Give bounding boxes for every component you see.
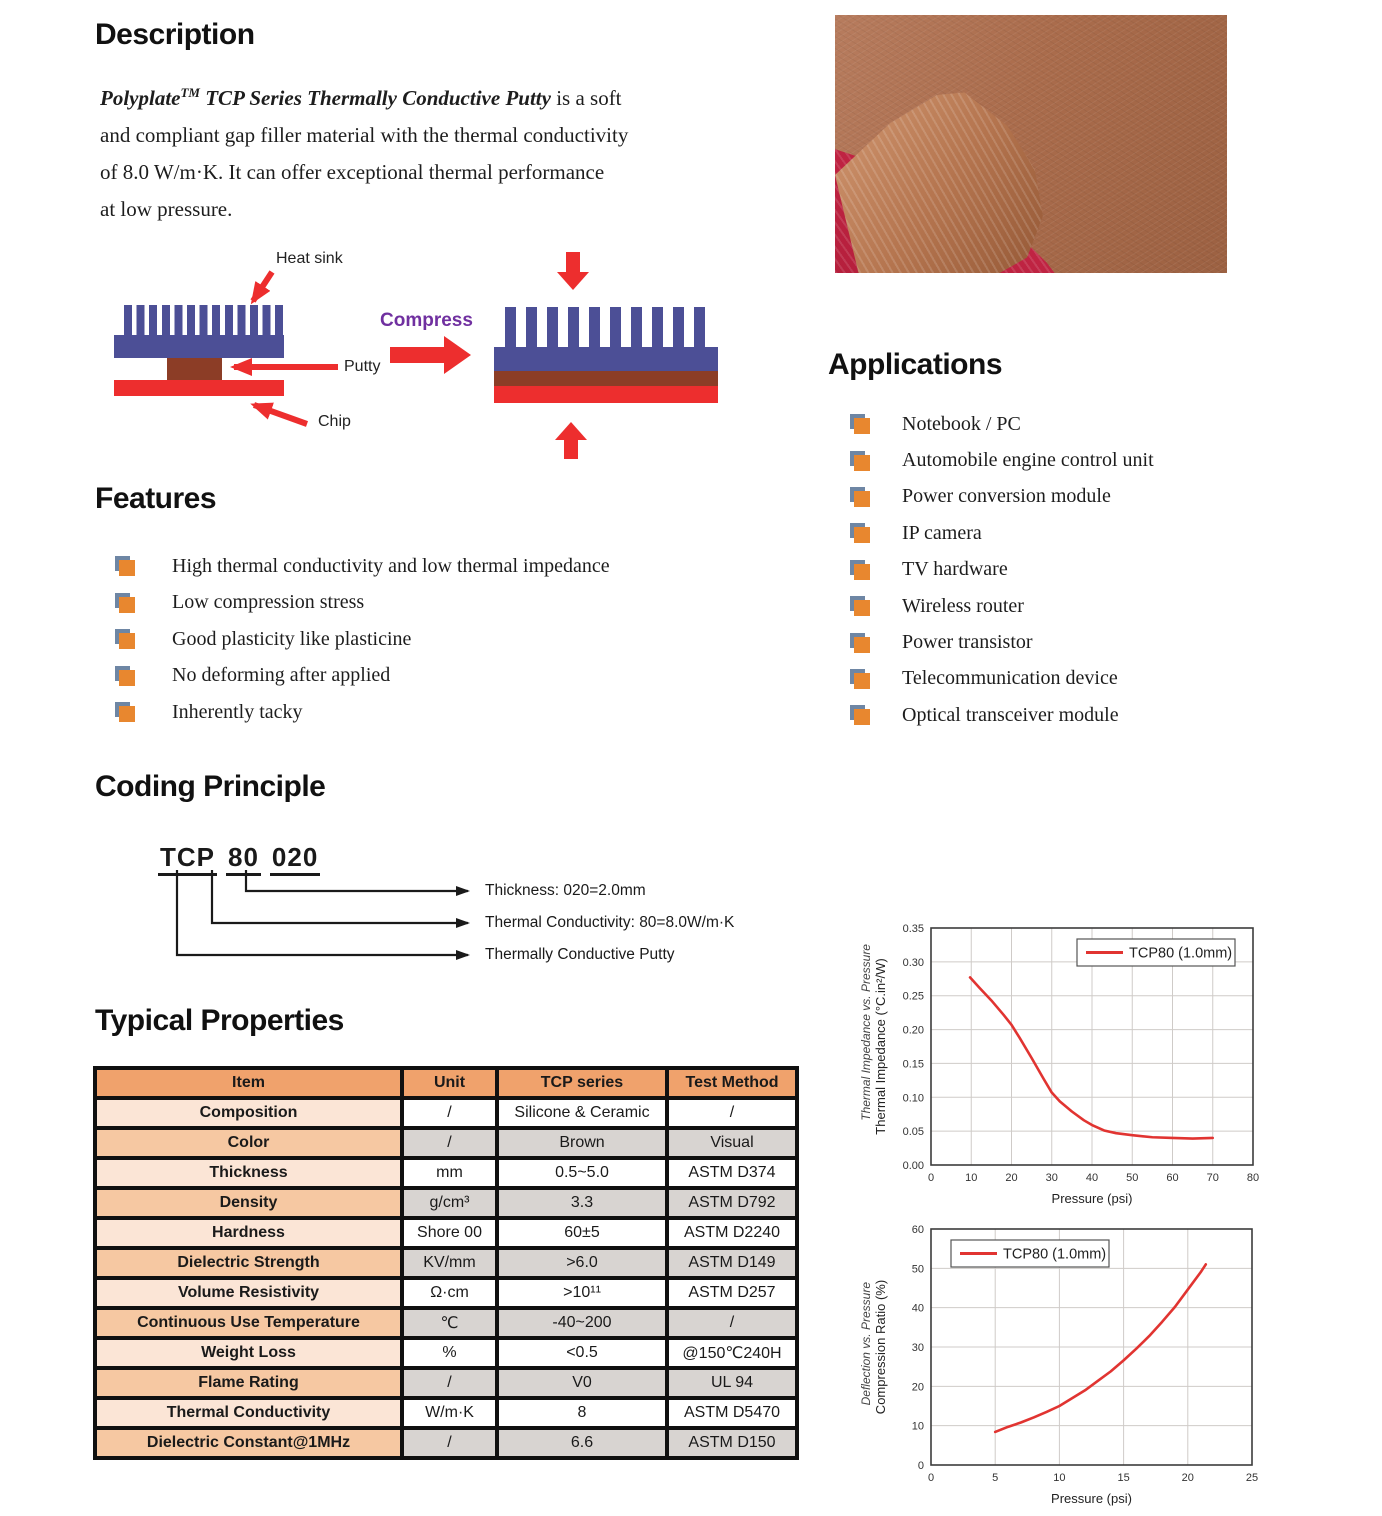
list-item: Telecommunication device — [850, 661, 1154, 697]
svg-text:TCP80 (1.0mm): TCP80 (1.0mm) — [1003, 1246, 1107, 1263]
putty-connector — [177, 870, 468, 955]
applications-list — [850, 406, 1154, 734]
svg-text:20: 20 — [1181, 1472, 1194, 1484]
features-list — [115, 548, 610, 731]
svg-text:Pressure (psi): Pressure (psi) — [1051, 1491, 1132, 1506]
svg-text:50: 50 — [1126, 1172, 1139, 1184]
compression-ratio-plot — [857, 1213, 1382, 1516]
list-item: Optical transceiver module — [850, 697, 1154, 733]
list-item: Notebook / PC — [850, 406, 1154, 442]
thermal-impedance-plot — [857, 898, 1382, 1210]
svg-text:40: 40 — [911, 1302, 924, 1315]
typical-properties-heading: Typical Properties — [95, 1004, 344, 1037]
table-row: Hardness Shore 00 60±5 ASTM D2240 — [95, 1218, 797, 1248]
svg-text:0.25: 0.25 — [902, 990, 924, 1003]
list-item: Wireless router — [850, 588, 1154, 624]
svg-text:80: 80 — [1246, 1172, 1260, 1184]
svg-text:0.10: 0.10 — [902, 1092, 924, 1105]
product-photo — [835, 15, 1227, 273]
compress-label: Compress — [380, 310, 473, 331]
list-item: IP camera — [850, 515, 1154, 551]
compress-arrow — [390, 336, 471, 374]
diagram-arrows — [100, 245, 760, 475]
table-row: Composition / Silicone & Ceramic / — [95, 1098, 797, 1128]
press-down-arrow-head — [557, 272, 589, 290]
chip-label: Chip — [318, 413, 351, 430]
svg-text:Compression Ratio (%): Compression Ratio (%) — [873, 1279, 888, 1415]
svg-text:60: 60 — [1166, 1172, 1179, 1184]
heat-sink-pointer-arrow — [253, 272, 272, 301]
table-row: Weight Loss % <0.5 @150℃240H — [95, 1338, 797, 1368]
list-item: Power conversion module — [850, 479, 1154, 515]
svg-text:10: 10 — [911, 1420, 924, 1433]
chart-side-label: Thermal Impedance vs. Pressure — [859, 943, 873, 1121]
table-row: Volume Resistivity Ω·cm >10¹¹ ASTM D257 — [95, 1278, 797, 1308]
square-bullet-icon — [115, 593, 135, 613]
svg-text:0.35: 0.35 — [902, 923, 924, 935]
description-line-3: of 8.0 W/m·K. It can offer exceptional thermal performance — [100, 160, 605, 184]
coding-principle-heading: Coding Principle — [95, 770, 326, 803]
svg-text:30: 30 — [911, 1342, 924, 1354]
svg-text:0: 0 — [917, 1460, 924, 1472]
table-row: Thickness mm 0.5~5.0 ASTM D374 — [95, 1158, 797, 1188]
square-bullet-icon — [850, 414, 870, 434]
table-row: Dielectric Strength KV/mm >6.0 ASTM D149 — [95, 1248, 797, 1278]
thickness-connector — [246, 870, 468, 891]
table-row: Color / Brown Visual — [95, 1128, 797, 1158]
putty-legend: Thermally Conductive Putty — [485, 946, 675, 963]
svg-text:40: 40 — [1085, 1172, 1099, 1184]
list-item: Automobile engine control unit — [850, 442, 1154, 478]
square-bullet-icon — [850, 560, 870, 580]
svg-text:30: 30 — [1045, 1172, 1058, 1184]
list-item: High thermal conductivity and low thermal impedance — [115, 548, 610, 585]
list-item: TV hardware — [850, 552, 1154, 588]
list-item: No deforming after applied — [115, 658, 610, 695]
table-row: Flame Rating / V0 UL 94 — [95, 1368, 797, 1398]
square-bullet-icon — [115, 702, 135, 722]
description-line-4: at low pressure. — [100, 197, 233, 221]
properties-table — [93, 1066, 799, 1460]
features-heading: Features — [95, 482, 217, 515]
square-bullet-icon — [850, 705, 870, 725]
svg-text:50: 50 — [911, 1263, 924, 1276]
svg-text:0.30: 0.30 — [902, 956, 924, 969]
column-header: Unit — [402, 1068, 497, 1098]
applications-heading: Applications — [828, 348, 1003, 381]
square-bullet-icon — [850, 523, 870, 543]
table-header-row — [95, 1068, 797, 1098]
square-bullet-icon — [850, 633, 870, 653]
description-line-2: and compliant gap filler material with the thermal conductivity — [100, 123, 629, 147]
table-row: Continuous Use Temperature ℃ -40~200 / — [95, 1308, 797, 1338]
svg-text:0.05: 0.05 — [902, 1126, 924, 1139]
square-bullet-icon — [115, 666, 135, 686]
chip-pointer-arrow — [254, 405, 307, 424]
svg-text:Pressure (psi): Pressure (psi) — [1051, 1191, 1133, 1206]
list-item: Good plasticity like plasticine — [115, 621, 610, 658]
heat-sink-label: Heat sink — [276, 250, 343, 267]
square-bullet-icon — [850, 487, 870, 507]
square-bullet-icon — [850, 596, 870, 616]
code-part-020: 020 — [270, 842, 320, 876]
svg-text:70: 70 — [1206, 1172, 1219, 1184]
table-row: Dielectric Constant@1MHz / 6.6 ASTM D150 — [95, 1428, 797, 1458]
press-up-arrow-shaft — [564, 440, 578, 459]
svg-text:10: 10 — [965, 1172, 978, 1184]
column-header: Test Method — [667, 1068, 797, 1098]
square-bullet-icon — [115, 629, 135, 649]
thermal-impedance-chart — [857, 898, 1382, 1210]
svg-text:0: 0 — [927, 1472, 935, 1484]
svg-text:0.00: 0.00 — [902, 1160, 924, 1172]
square-bullet-icon — [850, 451, 870, 471]
code-part-80: 80 — [226, 842, 261, 876]
series-title: TCP Series Thermally Conductive Putty — [199, 86, 551, 110]
press-down-arrow-shaft — [566, 252, 580, 273]
table-row: Density g/cm³ 3.3 ASTM D792 — [95, 1188, 797, 1218]
square-bullet-icon — [115, 556, 135, 576]
chart-side-label: Deflection vs. Pressure — [859, 1281, 873, 1405]
thickness-legend: Thickness: 020=2.0mm — [485, 882, 646, 899]
list-item: Inherently tacky — [115, 694, 610, 731]
conductivity-legend: Thermal Conductivity: 80=8.0W/m·K — [485, 914, 735, 931]
svg-text:TCP80 (1.0mm): TCP80 (1.0mm) — [1129, 945, 1233, 962]
trademark-mark: TM — [180, 85, 200, 100]
list-item: Power transistor — [850, 624, 1154, 660]
svg-text:0.15: 0.15 — [902, 1058, 924, 1071]
description-heading: Description — [95, 18, 255, 51]
putty-label: Putty — [344, 358, 381, 375]
brand-name: Polyplate — [100, 86, 181, 110]
svg-text:5: 5 — [992, 1472, 999, 1484]
svg-text:20: 20 — [911, 1381, 924, 1394]
column-header: Item — [95, 1068, 402, 1098]
svg-text:25: 25 — [1245, 1472, 1259, 1484]
square-bullet-icon — [850, 669, 870, 689]
column-header: TCP series — [497, 1068, 667, 1098]
svg-text:60: 60 — [911, 1224, 924, 1236]
compression-ratio-chart — [857, 1213, 1382, 1516]
conductivity-connector — [212, 870, 468, 923]
svg-text:15: 15 — [1117, 1472, 1130, 1484]
description-paragraph — [100, 74, 760, 228]
svg-text:20: 20 — [1005, 1172, 1018, 1184]
code-part-tcp: TCP — [158, 842, 217, 876]
svg-text:0: 0 — [927, 1172, 935, 1184]
description-line-1: Polyplate™ TCP Series Thermally Conductive Putty is a soft — [100, 85, 622, 110]
svg-text:0.20: 0.20 — [902, 1024, 924, 1037]
table-row: Thermal Conductivity W/m·K 8 ASTM D5470 — [95, 1398, 797, 1428]
svg-text:10: 10 — [1053, 1472, 1066, 1484]
svg-text:Thermal Impedance (°C.in²/W): Thermal Impedance (°C.in²/W) — [873, 958, 888, 1135]
list-item: Low compression stress — [115, 585, 610, 622]
press-up-arrow-head — [555, 422, 587, 440]
